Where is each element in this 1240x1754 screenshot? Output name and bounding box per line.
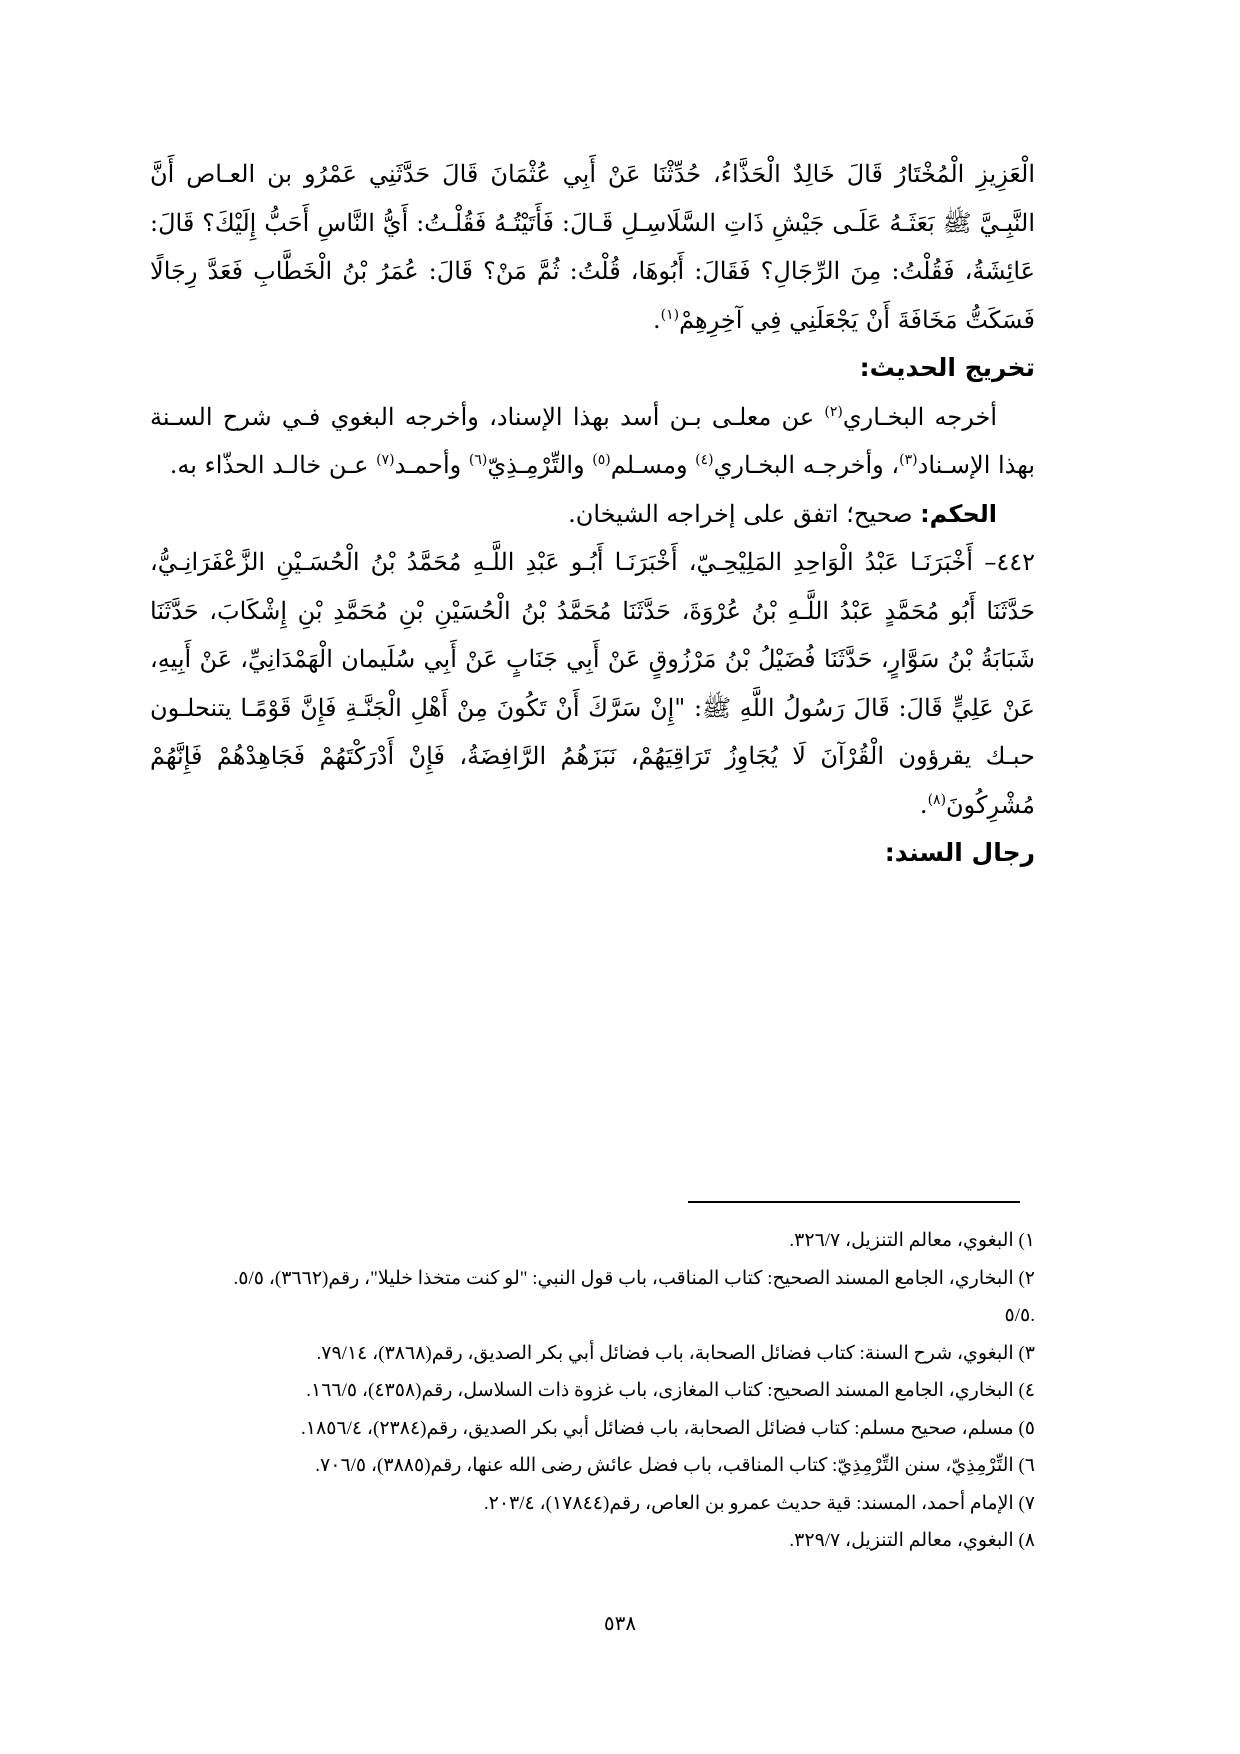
sentence-end: . (919, 790, 928, 819)
footnote-ref-3: (٣) (899, 452, 918, 468)
footnote-8: ٨) البغوي، معالم التنزيل، ٣٢٩/٧. (789, 1530, 1035, 1551)
takhrij-text-g: عـن خالـد الحذّاء به. (169, 451, 377, 479)
footnote-6: ٦) التِّرْمِذِيّ، سنن التِّرْمِذِيّ: كتاب المناقب، باب فضل عائش رضى الله عنها، رقم(٣٨٨٥)، ٧٠٦/٥. (315, 1455, 1035, 1476)
footnote-separator (688, 1201, 1020, 1203)
footnote-3: ٣) البغوي، شرح السنة: كتاب فضائل الصحابة، باب فضائل أبي بكر الصديق، رقم(٣٨٦٨)، ٧٩/١٤. (316, 1342, 1035, 1364)
footnote-ref-1: (١) (660, 306, 680, 323)
footnote-ref-4: (٤) (695, 452, 714, 468)
footnote-ref-6: (٦) (468, 452, 488, 468)
footnote-2-continued: .٥/٥ (1004, 1305, 1035, 1326)
hukm-paragraph (150, 490, 1035, 539)
sentence-end: . (652, 305, 661, 334)
hadith-442-paragraph (150, 538, 1035, 829)
footnote-ref-2: (٢) (824, 403, 843, 420)
hadith-text-continued (150, 150, 1035, 344)
takhrij-text-d: ومسـلم (610, 451, 696, 479)
takhrij-paragraph (150, 393, 1035, 490)
takhrij-text-c: ، وأخرجـه البخـاري (713, 451, 900, 479)
footnote-ref-8: (٨) (927, 791, 947, 808)
page-number: ٥٣٨ (603, 1613, 637, 1635)
takhrij-text-b: عن معلـى بـن أسد بهذا الإسناد، وأخرجه البغوي فـي شرح السـنة بهذا الإسـناد (150, 402, 1035, 479)
hadith-442-text: أَخْبَرَنَـا عَبْدُ الْوَاحِدِ المَلِيْحِـيّ، أَخْبَرَنَـا أَبُـو عَبْدِ اللَّـهِ مُحَمَّدُ بْنُ الْحُسَـيْنِ الزَّعْفَرَانِـيُّ، حَدَّثَنَا أَبُو مُحَمَّدٍ عَبْدُ اللَّـهِ بْنُ عُرْوَةَ، حَدَّثَنَا مُحَمَّدُ بْنُ الْحُسَيْنِ بْنِ مُحَمَّدِ بْنِ إِشْكَابَ، حَدَّثَنَا شَبَابَةُ بْنُ سَوَّارٍ، حَدَّثَنَا فُضَيْلُ بْنُ مَرْزُوقٍ عَنْ أَبِي جَنَابٍ عَنْ أَبِي سُلَيمان الْهَمْدَانِيِّ، عَنْ أَبِيهِ، عَنْ عَلِيٍّ قَالَ: قَالَ رَسُولُ اللَّهِ ﷺ: "إِنْ سَرَّكَ أَنْ تَكُونَ مِنْ أَهْلِ الْجَنَّـةِ فَإِنَّ قَوْمًـا يتنحلـون حبـك يقرؤون الْقُرْآنَ لَا يُجَاوِزُ تَرَاقِيَهُمْ، نَبَزَهُمُ الرَّافِضَةُ، فَإِنْ أَدْرَكْتَهُمْ فَجَاهِدْهُمْ فَإِنَّهُمْ مُشْرِكُونَ (150, 548, 1035, 819)
hukm-text: صحيح؛ اتفق على إخراجه الشيخان. (568, 499, 921, 528)
footnotes-section (150, 1222, 1035, 1560)
hadith-number: ٤٤٢– (984, 548, 1035, 576)
hukm-label: الحكم: (920, 499, 997, 528)
footnote-7: ٧) الإمام أحمد، المسند: قية حديث عمرو بن العاص، رقم(١٧٨٤٤)، ٢٠٣/٤. (483, 1492, 1035, 1514)
heading-rijal: رجال السند: (884, 838, 1035, 867)
heading-takhrij: تخريج الحديث: (859, 353, 1035, 382)
takhrij-text-a: أخرجه البخـاري (842, 402, 997, 431)
footnote-5: ٥) مسلم، صحيح مسلم: كتاب فضائل الصحابة، باب فضائل أبي بكر الصديق، رقم(٢٣٨٤)، ١٨٥٦/٤. (301, 1417, 1035, 1439)
footnote-4: ٤) البخاري، الجامع المسند الصحيح: كتاب المغازى، باب غزوة ذات السلاسل، رقم(٤٣٥٨)، ١٦٦/٥. (306, 1380, 1035, 1401)
main-text (150, 150, 1035, 878)
footnote-1: ١) البغوي، معالم التنزيل، ٣٢٦/٧. (789, 1230, 1035, 1251)
takhrij-text-f: وأحمـد (394, 451, 469, 479)
footnote-2: ٢) البخاري، الجامع المسند الصحيح: كتاب المناقب، باب قول النبي: "لو كنت متخذا خليلا"، رقم(٣٦٦٢)، ٥/٥. (233, 1267, 1035, 1289)
footnote-ref-7: (٧) (376, 452, 395, 468)
takhrij-text-e: والتِّرْمِـذِيّ (487, 451, 593, 479)
hadith-text: الْعَزِيزِ الْمُخْتَارُ قَالَ خَالِدٌ الْحَذَّاءُ، حُدِّثْنَا عَنْ أَبِي عُثْمَانَ قَالَ حَدَّثَنِي عَمْرُو بن العـاص أَنَّ النَّبِـيَّ ﷺ بَعَثَـهُ عَلَـى جَيْشِ ذَاتِ السَّلَاسِـلِ قَـالَ: فَأَتَيْتُـهُ فَقُلْـتُ: أَيُّ النَّاسِ أَحَبُّ إِلَيْكَ؟ قَالَ: عَائِشَةُ، فَقُلْتُ: مِنَ الرِّجَالِ؟ فَقَالَ: أَبُوهَا، قُلْتُ: ثُمَّ مَنْ؟ قَالَ: عُمَرُ بْنُ الْخَطَّابِ فَعَدَّ رِجَالًا فَسَكَتُّ مَخَافَةَ أَنْ يَجْعَلَنِي فِي آخِرِهِمْ (150, 160, 1035, 334)
footnote-ref-5: (٥) (592, 452, 611, 468)
